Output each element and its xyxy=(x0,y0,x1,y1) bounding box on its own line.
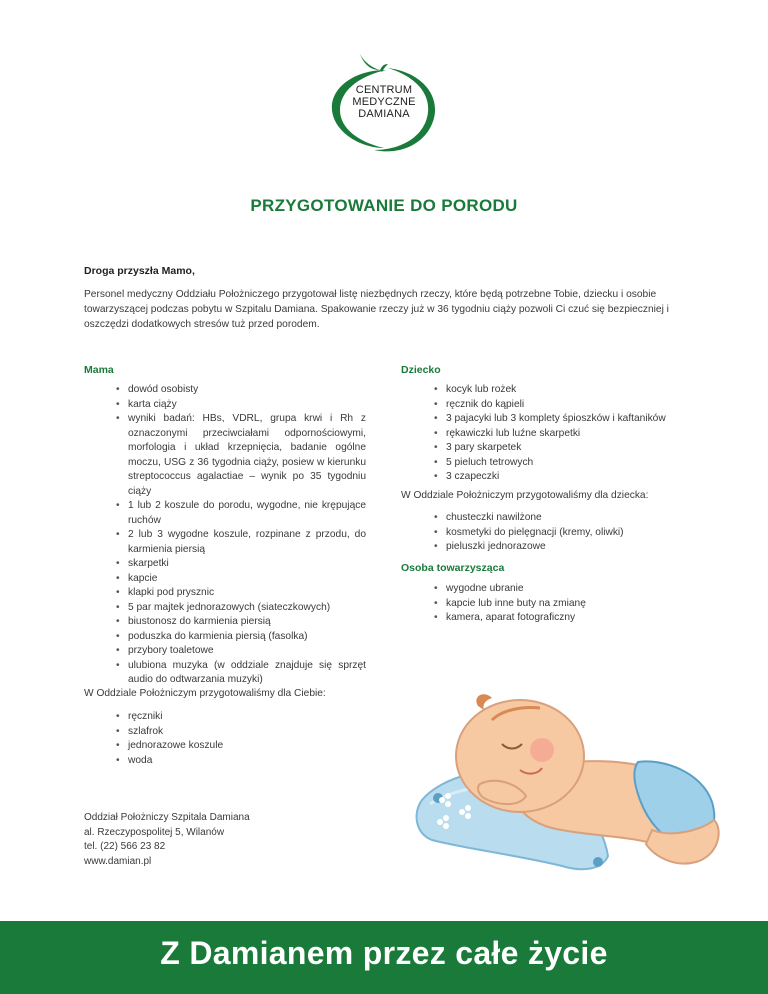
contact-address: al. Rzeczypospolitej 5, Wilanów xyxy=(84,826,225,838)
list-item: • klapki pod prysznic xyxy=(116,586,366,601)
mama-provided-list xyxy=(116,710,356,768)
section-heading-towarzysz: Osoba towarzysząca xyxy=(401,562,505,574)
list-item: • pieluszki jednorazowe xyxy=(434,540,734,555)
section-heading-dziecko: Dziecko xyxy=(401,364,441,376)
greeting: Droga przyszła Mamo, xyxy=(84,265,195,277)
list-item: • jednorazowe koszule xyxy=(116,739,356,754)
list-item: • skarpetki xyxy=(116,557,366,572)
contact-phone: tel. (22) 566 23 82 xyxy=(84,841,166,852)
footer-banner xyxy=(0,921,768,994)
list-item: • 5 par majtek jednorazowych (siateczkowych) xyxy=(116,601,366,616)
list-item: • kapcie lub inne buty na zmianę xyxy=(434,597,734,612)
towarzysz-list xyxy=(434,582,734,626)
page-title: PRZYGOTOWANIE DO PORODU xyxy=(250,196,518,215)
mama-provided-note: W Oddziale Położniczym przygotowaliśmy dla Ciebie: xyxy=(84,688,326,699)
contact-web: www.damian.pl xyxy=(84,855,152,867)
list-item: • 3 pary skarpetek xyxy=(434,441,734,456)
list-item: • ręcznik do kąpieli xyxy=(434,398,734,413)
dziecko-provided-note: W Oddziale Położniczym przygotowaliśmy dla dziecka: xyxy=(401,490,649,501)
dziecko-provided-list xyxy=(434,511,734,555)
list-item: • 1 lub 2 koszule do porodu, wygodne, nie krępujące ruchów xyxy=(116,499,366,528)
list-item: • chusteczki nawilżone xyxy=(434,511,734,526)
sleeping-baby-illustration xyxy=(402,680,732,876)
list-item: • przybory toaletowe xyxy=(116,644,366,659)
list-item: • 3 czapeczki xyxy=(434,470,734,485)
list-item: • kocyk lub rożek xyxy=(434,383,734,398)
dziecko-list xyxy=(434,383,734,485)
logo xyxy=(324,50,444,162)
list-item: • karta ciąży xyxy=(116,398,366,413)
footer-slogan: Z Damianem przez całe życie xyxy=(160,935,608,971)
logo-line-3: DAMIANA xyxy=(358,108,410,120)
list-item: • ulubiona muzyka (w oddziale znajduje się sprzęt audio do odtwarzania muzyki) xyxy=(116,659,366,688)
list-item: • woda xyxy=(116,754,356,769)
list-item: • ręczniki xyxy=(116,710,356,725)
list-item: • 3 pajacyki lub 3 komplety śpioszków i kaftaników xyxy=(434,412,734,427)
list-item: • kamera, aparat fotograficzny xyxy=(434,611,734,626)
list-item: • wyniki badań: HBs, VDRL, grupa krwi i Rh z oznaczonymi przeciwciałami odpornościowymi, morfologia i układ krzepnięcia, badanie ogólne moczu, USG z 36 tygodnia ciąży, posiew w kierunku streptococcus agalactiae – wynik po 35 tygodniu ciąży xyxy=(116,412,366,499)
list-item: • rękawiczki lub luźne skarpetki xyxy=(434,427,734,442)
logo-text xyxy=(324,84,444,120)
list-item: • kapcie xyxy=(116,572,366,587)
logo-line-1: CENTRUM xyxy=(355,84,413,96)
list-item: • dowód osobisty xyxy=(116,383,366,398)
intro-paragraph: Personel medyczny Oddziału Położniczego przygotował listę niezbędnych rzeczy, które będą potrzebne Tobie, dziecku i osobie towarzyszącej podczas pobytu w Szpitalu Damiana. Spakowanie rzeczy już w 36 tygodniu ciąży pozwoli Ci czuć się bezpieczniej i oszczędzi dodatkowych stresów tuż przed porodem. xyxy=(84,289,669,330)
mama-list xyxy=(116,383,366,688)
list-item: • 5 pieluch tetrowych xyxy=(434,456,734,471)
list-item: • 2 lub 3 wygodne koszule, rozpinane z przodu, do karmienia piersią xyxy=(116,528,366,557)
contact-name: Oddział Położniczy Szpitala Damiana xyxy=(84,812,250,823)
list-item: • kosmetyki do pielęgnacji (kremy, oliwki) xyxy=(434,526,734,541)
list-item: • biustonosz do karmienia piersią xyxy=(116,615,366,630)
logo-line-2: MEDYCZNE xyxy=(352,96,416,108)
list-item: • szlafrok xyxy=(116,725,356,740)
list-item: • wygodne ubranie xyxy=(434,582,734,597)
section-heading-mama: Mama xyxy=(84,364,114,376)
contact-block xyxy=(84,811,250,869)
list-item: • poduszka do karmienia piersią (fasolka) xyxy=(116,630,366,645)
